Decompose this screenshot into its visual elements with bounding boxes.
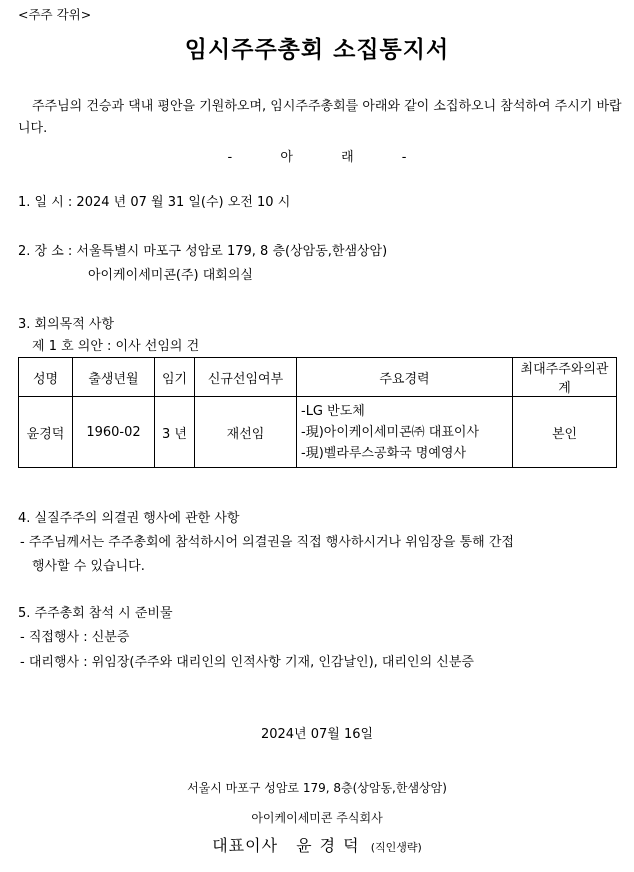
career-line: -LG 반도체 — [301, 403, 365, 419]
item-voting-line-2: 행사할 수 있습니다. — [32, 559, 145, 574]
header-relation: 최대주주와의관계 — [513, 358, 617, 397]
company-name: 아이케이세미콘 주식회사 — [251, 811, 383, 825]
agenda-item-1: 제 1 호 의안 : 이사 선임의 건 — [32, 339, 200, 354]
item-prep-proxy: - 대리행사 : 위임장(주주와 대리인의 인적사항 기재, 인감날인), 대리인의 신분증 — [20, 655, 474, 670]
table-header-row — [19, 358, 617, 397]
cell-relation: 본인 — [513, 397, 617, 468]
cell-status: 재선임 — [195, 397, 297, 468]
seal-omitted-note: (직인생략) — [370, 841, 422, 854]
notice-date: 2024년 07월 16일 — [260, 727, 374, 742]
below-marker-rae: 래 — [341, 150, 354, 165]
header-name: 성명 — [19, 358, 73, 397]
item-agenda-heading: 3. 회의목적 사항 — [18, 317, 115, 332]
cell-career — [297, 397, 513, 468]
item-voting-heading: 4. 실질주주의 의결권 행사에 관한 사항 — [18, 511, 240, 526]
ceo-title: 대표이사 — [212, 836, 279, 855]
addressee: <주주 각위> — [18, 7, 92, 22]
career-line: -現)아이케이세미콘㈜ 대표이사 — [301, 424, 480, 440]
intro-paragraph: 주주님의 건승과 댁내 평안을 기원하오며, 임시주주총회를 아래와 같이 소집하오니 참석하여 주시기 바랍니다. — [18, 99, 622, 136]
item-location: 2. 장 소 : 서울특별시 마포구 성암로 179, 8 층(상암동,한샘상암) — [18, 244, 388, 259]
below-marker — [0, 146, 634, 165]
header-career: 주요경력 — [297, 358, 513, 397]
cell-term: 3 년 — [155, 397, 195, 468]
below-marker-dash-left: - — [227, 150, 233, 165]
company-address: 서울시 마포구 성암로 179, 8층(상암동,한샘상암) — [187, 781, 447, 795]
header-term: 임기 — [155, 358, 195, 397]
below-marker-a: 아 — [280, 150, 293, 165]
header-status: 신규선임여부 — [195, 358, 297, 397]
cell-birth: 1960-02 — [73, 397, 155, 468]
item-prep-direct: - 직접행사 : 신분증 — [20, 630, 130, 645]
cell-name: 윤경덕 — [19, 397, 73, 468]
item-prep-heading: 5. 주주총회 참석 시 준비물 — [18, 606, 173, 621]
item-location-room: 아이케이세미콘(주) 대회의실 — [88, 268, 253, 283]
item-date-time: 1. 일 시 : 2024 년 07 월 31 일(수) 오전 10 시 — [18, 195, 291, 210]
table-row — [19, 397, 617, 468]
header-birth: 출생년월 — [73, 358, 155, 397]
career-line: -現)벨라루스공화국 명예영사 — [301, 445, 467, 461]
below-marker-dash-right: - — [401, 150, 407, 165]
item-voting-line-1: - 주주님께서는 주주총회에 참석하시어 의결권을 직접 행사하시거나 위임장을 통해 간접 — [20, 535, 514, 550]
director-candidate-table — [18, 357, 617, 468]
ceo-name: 윤경덕 — [296, 836, 367, 855]
ceo-signature-line — [0, 833, 634, 856]
document-title: 임시주주총회 소집통지서 — [184, 37, 450, 63]
